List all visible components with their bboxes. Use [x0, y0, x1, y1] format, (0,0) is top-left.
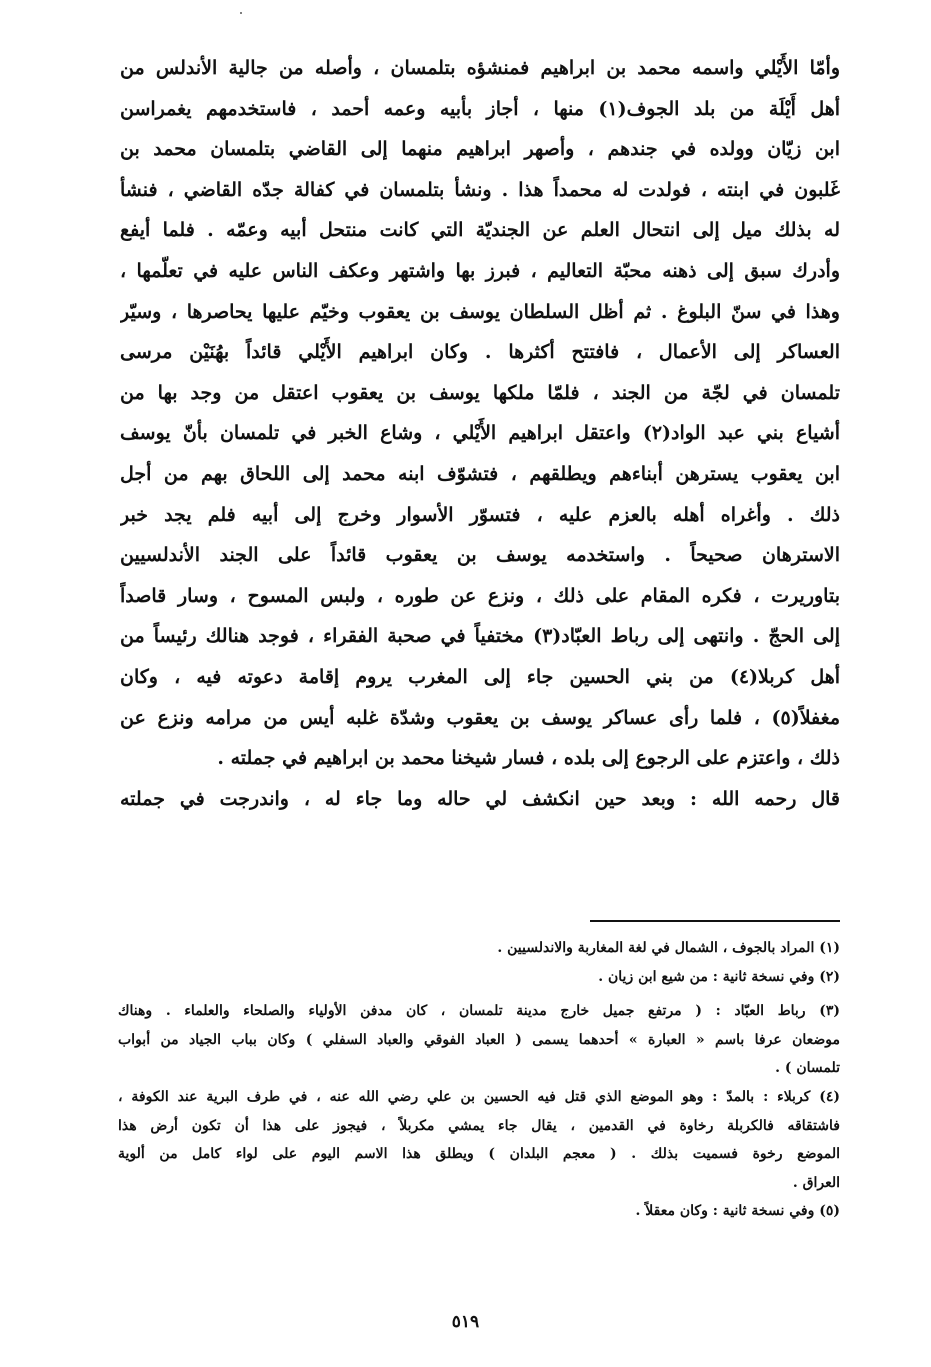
text-line: العساكر إلى الأعمال ، فافتتح أكثرها . وكان ابراهيم الأَيْلي قائداً بهُنَيْن مرسى: [120, 341, 840, 364]
text-line: أهل كربلا(٤) من بني الحسين جاء إلى المغرب يروم إقامة دعوته فيه ، وكان: [120, 665, 840, 688]
text-line: ابن يعقوب يسترهن أبناءهم ويطلقهم ، فتشوّف ابنه محمد إلى اللحاق بهم من أجل: [120, 462, 840, 485]
footnote-5: (٥) وفي نسخة ثانية : وكان معقلاً .: [635, 1203, 840, 1220]
text-line: إلى الحجّ . وانتهى إلى رباط العبّاد(٣) مختفياً في صحبة الفقراء ، فوجد هنالك رئيساً من: [120, 625, 840, 648]
text-line: الاسترهان صحيحاً . واستخدمه يوسف بن يعقوب قائداً على الجند الأندلسيين: [120, 544, 840, 567]
text-line: له بذلك ميل إلى انتحال العلم عن الجنديّة التي كانت منتحل أبيه وعمّه . فلما أيفع: [120, 219, 840, 242]
text-line: وأدرك سبق إلى ذهنه محبّة التعاليم ، فبرز بها واشتهر وعكف الناس عليه في تعلّمها ،: [120, 259, 840, 282]
footnote-separator: [590, 920, 840, 922]
footnote-3-cont: موضعان عرفا باسم « العبارة » أحدهما يسمى ( العباد الفوقي والعباد السفلي ) وكان بباب الجياد من أبواب: [118, 1031, 840, 1048]
footnote-4-cont: الموضع رخوة فسميت بذلك . ( معجم البلدان ) ويطلق هذا الاسم اليوم على لواء كامل من ألوية: [118, 1146, 840, 1163]
page-number: ٥١٩: [451, 1312, 480, 1332]
text-line: وأمّا الأَيْلي واسمه محمد بن ابراهيم فمنشؤه بتلمسان ، وأصله من جالية الأندلس من: [120, 57, 840, 79]
text-line: ابن زيّان وولده في جندهم ، وأصهر ابراهيم منهما إلى القاضي بتلمسان محمد بن: [120, 138, 840, 161]
text-line: ذلك ، واعتزم على الرجوع إلى بلده ، فسار شيخنا محمد بن ابراهيم في جملته .: [217, 747, 840, 770]
text-line: أهل أَيْلَة من بلد الجوف(١) منها ، أجاز بأبيه وعمه أحمد ، فاستخدمهم يغمراسن: [120, 97, 840, 120]
page-speck: [240, 12, 242, 14]
text-line: تلمسان في لجّة من الجند ، فلمّا ملكها يوسف بن يعقوب اعتقل من وجد بها من: [120, 381, 840, 404]
main-text: [120, 48, 840, 819]
footnote-1: (١) المراد بالجوف ، الشمال في لغة المغاربة والاندلسيين .: [497, 940, 840, 956]
text-line: أشياع بني عبد الواد(٢) واعتقل ابراهيم الأَيْلي ، وشاع الخبر في تلمسان بأنّ يوسف: [120, 422, 840, 445]
footnote-2: (٢) وفي نسخة ثانية : من شيع ابن زيان .: [598, 968, 840, 985]
footnote-4: (٤) كربلاء : بالمدّ : وهو الموضع الذي قتل فيه الحسين بن علي رضي الله عنه ، في طرف البرية عند الكوفة ،: [118, 1088, 840, 1105]
footnote-3-cont: تلمسان ) .: [775, 1060, 840, 1077]
footnote-3: (٣) رباط العبّاد : ( مرتفع جميل خارج مدينة تلمسان ، كان مدفن الأولياء والصلحاء والعلماء . وهناك: [118, 1003, 840, 1020]
footnote-4-cont: العراق .: [792, 1174, 840, 1191]
text-line: بتاوريرت ، فكره المقام على ذلك ، ونزع عن طوره ، ولبس المسوح ، وسار قاصداً: [120, 584, 840, 607]
text-line: ذلك . وأغراه أهله بالعزم عليه ، فتسوّر الأسوار وخرج إلى أبيه فلم يجد خبر: [120, 503, 840, 526]
text-line: مغفلاً(٥) ، فلما رأى عساكر يوسف بن يعقوب وشدّة غلبه أيس من مرامه ونزع عن: [120, 706, 840, 729]
footnote-4-cont: فاشتقاقه فالكربلة رخاوة في القدمين ، يقال جاء يمشي مكربلاً ، فيجوز على هذا أن تكون أرض هذا: [118, 1117, 840, 1134]
text-line: قال رحمه الله : وبعد حين انكشف لي حاله وما جاء له ، واندرجت في جملته: [120, 787, 840, 810]
text-line: غَلبون في ابنته ، فولدت له محمداً هذا . ونشأ بتلمسان في كفالة جدّه القاضي ، فنشأ: [120, 178, 840, 201]
text-line: وهذا في سنّ البلوغ . ثم أظل السلطان يوسف بن يعقوب وخيّم عليها يحاصرها ، وسيّر: [120, 300, 840, 323]
footnotes: [118, 934, 840, 1226]
